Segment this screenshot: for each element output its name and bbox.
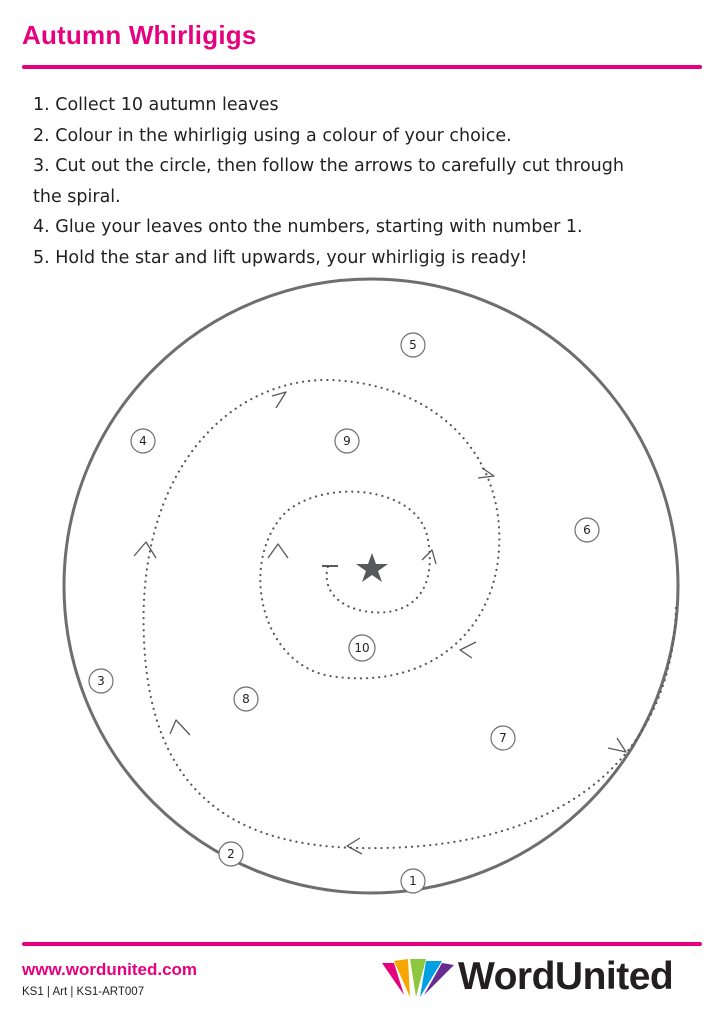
arrow-icon [347, 838, 362, 854]
brand-name: WordUnited [458, 955, 674, 998]
resource-code: KS1 | Art | KS1-ART007 [22, 986, 145, 998]
leaf-number-label: 3 [97, 674, 105, 688]
leaf-number-label: 1 [409, 874, 417, 888]
arrow-icon [478, 468, 494, 478]
arrow-icon [170, 720, 190, 735]
footer-divider [22, 942, 702, 946]
spiral-cut-line[interactable] [144, 380, 676, 848]
instruction-line: 3. Cut out the circle, then follow the arrows to carefully cut through [33, 156, 624, 176]
leaf-number-label: 10 [354, 641, 370, 655]
arrow-icon [272, 392, 286, 408]
leaf-number-label: 2 [227, 847, 235, 861]
page-title: Autumn Whirligigs [22, 20, 257, 50]
leaf-number-markers [89, 333, 599, 893]
arrow-icon [460, 642, 476, 658]
leaf-number-label: 4 [139, 434, 147, 448]
star-icon[interactable] [356, 553, 388, 582]
leaf-number-label: 5 [409, 338, 417, 352]
leaf-number-label: 6 [583, 523, 591, 537]
leaf-number-label: 7 [499, 731, 507, 745]
instruction-line: 1. Collect 10 autumn leaves [33, 95, 279, 115]
arrow-icon [134, 542, 156, 558]
instruction-line: the spiral. [33, 186, 121, 207]
leaf-number-label: 9 [343, 434, 351, 448]
website-link[interactable]: www.wordunited.com [22, 960, 198, 979]
instruction-line: 2. Colour in the whirligig using a colour of your choice. [33, 125, 512, 146]
arrow-icon [608, 738, 626, 752]
arrow-icon [422, 550, 436, 564]
leaf-number-label: 8 [242, 692, 250, 706]
outer-circle[interactable] [64, 279, 678, 893]
arrow-icon [268, 544, 288, 558]
instruction-line: 4. Glue your leaves onto the numbers, starting with number 1. [33, 217, 583, 237]
instruction-line: 5. Hold the star and lift upwards, your whirligig is ready! [33, 247, 528, 268]
